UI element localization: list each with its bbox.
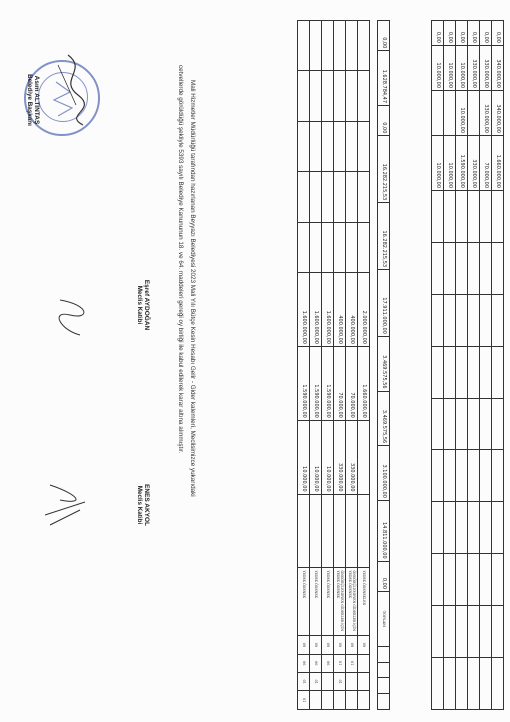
row-code: 01	[346, 654, 358, 672]
table-cell	[480, 398, 492, 450]
row-code: 06	[310, 654, 322, 672]
table-row	[322, 21, 334, 710]
table-cell: 330.000,00	[468, 46, 480, 91]
table-cell: 0,00	[456, 21, 468, 46]
table-cell	[444, 242, 456, 294]
row-code: 01	[334, 673, 346, 691]
body-table	[297, 20, 370, 710]
table-cell: 0,00	[432, 21, 444, 46]
row-code: 06	[298, 654, 310, 672]
table-cell: 0,00	[480, 21, 492, 46]
row-label: YEDEK ÖDENEK	[322, 568, 334, 636]
table-cell: 400.000,00	[346, 273, 358, 347]
table-cell	[298, 172, 310, 222]
table-cell	[322, 172, 334, 222]
table-cell: 70.000,00	[346, 347, 358, 421]
table-cell	[480, 191, 492, 243]
table-cell: 1.600.000,00	[322, 273, 334, 347]
table-cell	[492, 606, 504, 658]
table-cell: 1.590.000,00	[298, 347, 310, 421]
table-cell	[456, 191, 468, 243]
row-code: 09	[322, 636, 334, 654]
table-cell: 70.000,00	[480, 136, 492, 191]
table-cell	[432, 242, 444, 294]
total-cell: 1.628.784,47	[378, 51, 390, 106]
table-cell	[444, 658, 456, 710]
table-cell	[310, 21, 322, 71]
table-cell	[480, 658, 492, 710]
signature-title: Meclis Katibi	[136, 485, 143, 525]
table-cell	[334, 494, 346, 568]
row-code	[358, 673, 370, 691]
table-cell: 2.000.000,00	[358, 273, 370, 347]
resolution-text-line-2: cetvellerde görüldüğü şekliyle 5393 sayılı Belediye Kanununun 18. ve 64. maddeleri gereği oy birliği ile kabul edilerek karar altına alınmıştır.	[177, 65, 184, 454]
table-cell	[346, 71, 358, 121]
total-cell: 16.282.215,53	[378, 203, 390, 270]
table-row	[334, 21, 346, 710]
total-cell: 0,00	[378, 561, 390, 591]
row-code	[310, 691, 322, 710]
table-cell: 1.600.000,00	[298, 273, 310, 347]
row-label: YEDEK ÖDENEK	[310, 568, 322, 636]
mayor-signature	[48, 50, 98, 130]
table-cell	[468, 191, 480, 243]
total-cell: 3.469.575,56	[378, 336, 390, 391]
table-cell	[480, 606, 492, 658]
signature-block-clerk-2	[136, 465, 150, 545]
signature-block-clerk-1	[136, 265, 150, 345]
table-cell	[346, 222, 358, 272]
table-cell	[334, 222, 346, 272]
table-cell	[468, 606, 480, 658]
table-row	[480, 21, 492, 710]
table-cell	[456, 294, 468, 346]
row-code	[322, 673, 334, 691]
row-code: 09	[334, 636, 346, 654]
table-cell	[346, 172, 358, 222]
total-cell: 3.469.575,56	[378, 391, 390, 446]
table-cell	[358, 222, 370, 272]
table-cell	[468, 450, 480, 502]
table-cell	[346, 494, 358, 568]
table-cell	[492, 346, 504, 398]
table-cell	[310, 121, 322, 171]
signature-title: Belediye Başkanı	[26, 74, 33, 126]
table-cell	[444, 606, 456, 658]
table-cell: 340.000,00	[492, 91, 504, 136]
row-code: 01	[298, 691, 310, 710]
row-code	[322, 691, 334, 710]
table-cell	[298, 71, 310, 121]
signature-name: Asım ALTINTAŞ	[33, 75, 40, 125]
table-cell: 10.000,00	[298, 420, 310, 494]
table-cell	[444, 554, 456, 606]
total-cell: 0,00	[378, 106, 390, 136]
table-cell	[432, 346, 444, 398]
table-row	[346, 21, 358, 710]
row-code	[346, 691, 358, 710]
row-code	[346, 673, 358, 691]
row-code: 01	[334, 654, 346, 672]
table-cell	[358, 21, 370, 71]
table-cell	[456, 242, 468, 294]
total-cell: 16.282.215,53	[378, 136, 390, 203]
table-cell	[298, 222, 310, 272]
table-cell: 10.000,00	[456, 46, 468, 91]
table-cell	[432, 450, 444, 502]
table-cell: 1.590.000,00	[322, 347, 334, 421]
row-label: ÖNGÖRÜLEMEYEN GİDERLER İÇİN YEDEK ÖDENEK	[346, 568, 358, 636]
signature-name: Eşref AYDOĞAN	[143, 279, 150, 331]
table-cell	[322, 121, 334, 171]
table-cell	[334, 71, 346, 121]
table-cell	[444, 294, 456, 346]
table-cell	[322, 21, 334, 71]
table-cell	[432, 554, 444, 606]
table-cell	[444, 191, 456, 243]
table-cell	[456, 346, 468, 398]
row-label: YEDEK ÖDENEK	[298, 568, 310, 636]
table-cell	[432, 294, 444, 346]
table-cell	[432, 658, 444, 710]
table-cell: 10.000,00	[432, 46, 444, 91]
table-cell	[456, 502, 468, 554]
table-cell: 10.000,00	[444, 136, 456, 191]
table-cell	[358, 494, 370, 568]
table-cell	[334, 121, 346, 171]
table-cell: 10.000,00	[444, 46, 456, 91]
row-code	[358, 654, 370, 672]
row-label: ÖNGÖRÜLEMEYEN GİDERLER İÇİN YEDEK ÖDENEK	[334, 568, 346, 636]
table-cell	[468, 91, 480, 136]
table-cell	[298, 21, 310, 71]
table-cell	[456, 658, 468, 710]
table-cell: 1.590.000,00	[310, 347, 322, 421]
table-cell	[468, 502, 480, 554]
table-cell	[298, 121, 310, 171]
table-cell	[468, 398, 480, 450]
table-cell	[492, 450, 504, 502]
table-cell	[480, 242, 492, 294]
table-cell	[492, 294, 504, 346]
table-cell	[492, 554, 504, 606]
row-code: 09	[346, 636, 358, 654]
total-cell: 14.811.000,00	[378, 500, 390, 561]
table-cell	[310, 494, 322, 568]
table-row	[456, 21, 468, 710]
table-cell	[492, 191, 504, 243]
table-cell	[310, 222, 322, 272]
table-cell	[468, 294, 480, 346]
table-cell	[468, 658, 480, 710]
table-cell	[456, 606, 468, 658]
table-cell: 1.600.000,00	[310, 273, 322, 347]
row-code: 01	[310, 673, 322, 691]
table-cell	[492, 242, 504, 294]
table-cell	[444, 91, 456, 136]
table-cell: 330.000,00	[334, 420, 346, 494]
table-cell	[480, 502, 492, 554]
table-cell: 330.000,00	[468, 136, 480, 191]
total-cell: 0,00	[378, 21, 390, 51]
row-code: 09	[298, 636, 310, 654]
table-cell	[480, 346, 492, 398]
table-cell: 10.000,00	[456, 91, 468, 136]
table-cell	[334, 21, 346, 71]
table-cell	[456, 554, 468, 606]
table-cell	[346, 121, 358, 171]
row-code: 09	[310, 636, 322, 654]
table-cell	[432, 502, 444, 554]
top-table	[431, 20, 504, 710]
table-cell	[456, 450, 468, 502]
table-cell	[322, 494, 334, 568]
row-code	[334, 691, 346, 710]
table-cell	[492, 398, 504, 450]
table-cell: 0,00	[444, 21, 456, 46]
table-cell	[480, 554, 492, 606]
table-cell	[322, 71, 334, 121]
table-cell	[444, 450, 456, 502]
table-cell: 340.000,00	[492, 46, 504, 91]
table-cell	[334, 172, 346, 222]
table-cell	[492, 502, 504, 554]
table-cell	[492, 658, 504, 710]
table-cell	[468, 346, 480, 398]
table-cell: 330.000,00	[480, 91, 492, 136]
table-cell	[310, 172, 322, 222]
table-cell: 70.000,00	[334, 347, 346, 421]
total-cell: 17.911.000,00	[378, 270, 390, 337]
table-cell: 1.660.000,00	[358, 347, 370, 421]
table-cell	[358, 172, 370, 222]
table-cell	[444, 398, 456, 450]
table-row	[310, 21, 322, 710]
signature-title: Meclis Katibi	[136, 285, 143, 325]
table-cell	[346, 21, 358, 71]
signature-name: ENES AKYOL	[143, 483, 150, 526]
table-cell	[358, 121, 370, 171]
row-label: YEDEK ÖDENEKLER	[358, 568, 370, 636]
total-cell: 3.100.000,00	[378, 446, 390, 501]
table-cell: 0,00	[492, 21, 504, 46]
row-code: 06	[322, 654, 334, 672]
table-row	[468, 21, 480, 710]
table-cell	[432, 191, 444, 243]
table-cell	[468, 242, 480, 294]
table-row	[358, 21, 370, 710]
row-code	[358, 691, 370, 710]
table-cell	[444, 502, 456, 554]
table-cell: 10.000,00	[432, 136, 444, 191]
signature-block-mayor	[26, 60, 40, 140]
row-code: 09	[358, 636, 370, 654]
table-cell	[358, 71, 370, 121]
resolution-text-line-1: Mali Hizmetler Müdürlüğü tarafından hazırlanan Beyyazı Belediyesi 2023 Mali Yılı Bütçe Kesin Hesabı Gelir - Gider kalemleri, Meclisimizce yukarıdaki	[189, 80, 196, 497]
table-cell: 330.000,00	[480, 46, 492, 91]
table-row	[492, 21, 504, 710]
total-label: TOPLAM	[378, 592, 390, 647]
table-cell	[480, 450, 492, 502]
table-cell	[322, 222, 334, 272]
table-cell: 0,00	[468, 21, 480, 46]
table-cell: 1.590.000,00	[456, 136, 468, 191]
table-cell	[358, 420, 370, 494]
table-cell	[310, 71, 322, 121]
table-cell: 10.000,00	[322, 420, 334, 494]
table-cell: 330.000,00	[346, 420, 358, 494]
table-cell: 1.660.000,00	[492, 136, 504, 191]
clerk2-signature	[40, 480, 100, 540]
table-row	[298, 21, 310, 710]
table-cell	[432, 398, 444, 450]
table-cell	[456, 398, 468, 450]
main-table	[377, 20, 390, 710]
row-code: 01	[298, 673, 310, 691]
table-row	[444, 21, 456, 710]
clerk1-signature	[50, 290, 100, 340]
table-cell: 10.000,00	[310, 420, 322, 494]
table-cell	[468, 554, 480, 606]
table-cell	[444, 346, 456, 398]
table-cell	[480, 294, 492, 346]
table-cell: 400.000,00	[334, 273, 346, 347]
total-row	[378, 21, 390, 710]
table-cell	[298, 494, 310, 568]
table-row	[432, 21, 444, 710]
table-cell	[432, 606, 444, 658]
table-cell	[432, 91, 444, 136]
